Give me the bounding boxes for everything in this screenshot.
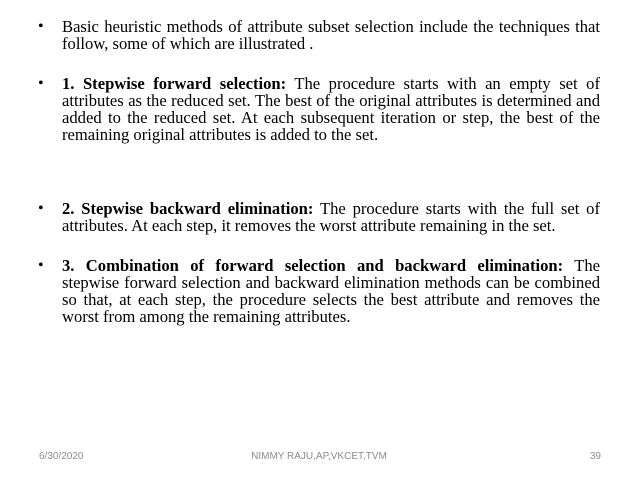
footer-page-number: 39	[589, 451, 601, 462]
bullet-dot: •	[38, 257, 44, 274]
bullet-dot: •	[38, 200, 44, 217]
bullet-intro	[38, 18, 600, 52]
bullet-text: Basic heuristic methods of attribute subset selection include the techniques that follow, some of which are illustrated .	[62, 17, 600, 53]
bullet-text: The procedure starts with the full set of attributes. At each step, it removes the worst attribute remaining in the set.	[62, 199, 600, 235]
bullet-heading: 3. Combination of forward selection and backward elimination:	[62, 256, 564, 275]
bullet-backward-elimination	[38, 200, 600, 234]
bullet-forward-selection	[38, 75, 600, 143]
bullet-dot: •	[38, 18, 44, 35]
bullet-dot: •	[38, 75, 44, 92]
bullet-text: The procedure starts with an empty set of attributes as the reduced set. The best of the original attributes is determined and added to the reduced set. At each subsequent iteration or step, the best of the remaining original attributes is added to the set.	[62, 74, 600, 144]
bullet-list	[38, 18, 600, 325]
footer-author: NIMMY RAJU,AP,VKCET,TVM	[251, 451, 387, 462]
bullet-heading: 2. Stepwise backward elimination:	[62, 199, 314, 218]
bullet-heading: 1. Stepwise forward selection:	[62, 74, 287, 93]
bullet-text: The stepwise forward selection and backward elimination methods can be combined so that, at each step, the procedure selects the best attribute and removes the worst from among the remaining attributes.	[62, 256, 600, 326]
footer-date: 6/30/2020	[39, 451, 84, 462]
bullet-combination	[38, 257, 600, 325]
